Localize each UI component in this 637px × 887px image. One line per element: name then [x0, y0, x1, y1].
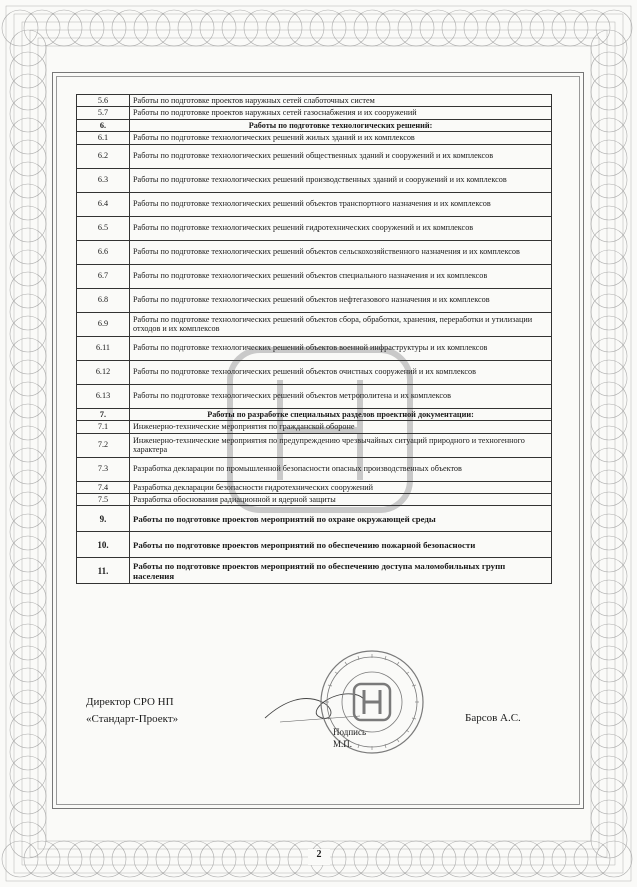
table-row	[77, 493, 552, 505]
table-row	[77, 532, 552, 558]
row-number: 6.3	[77, 168, 130, 192]
signatory-name: Барсов А.С.	[465, 712, 521, 724]
director-line-1: Директор СРО НП	[86, 696, 174, 708]
table-row	[77, 408, 552, 420]
row-text: Работы по разработке специальных разделов проектной документации:	[130, 408, 552, 420]
table-row	[77, 506, 552, 532]
row-text: Работы по подготовке технологических решений объектов нефтегазового назначения и их комплексов	[130, 288, 552, 312]
table-row	[77, 336, 552, 360]
row-number: 10.	[77, 532, 130, 558]
row-number: 6.4	[77, 192, 130, 216]
row-number: 6.12	[77, 360, 130, 384]
page-number: 2	[308, 849, 330, 865]
row-text: Работы по подготовке технологических решений объектов специального назначения и их комплексов	[130, 264, 552, 288]
row-text: Работы по подготовке проектов мероприятий по обеспечению пожарной безопасности	[130, 532, 552, 558]
row-text: Инженерно-технические мероприятия по гражданской обороне	[130, 421, 552, 433]
director-title	[86, 694, 178, 727]
table-row	[77, 192, 552, 216]
row-text: Работы по подготовке технологических решений гидротехнических сооружений и их комплексов	[130, 216, 552, 240]
row-text: Разработка обоснования радиационной и ядерной защиты	[130, 493, 552, 505]
row-number: 6.6	[77, 240, 130, 264]
row-number: 6.7	[77, 264, 130, 288]
row-text: Работы по подготовке технологических решений объектов транспортного назначения и их комплексов	[130, 192, 552, 216]
row-number: 6.8	[77, 288, 130, 312]
row-text: Работы по подготовке технологических решений объектов сельскохозяйственного назначения и их комплексов	[130, 240, 552, 264]
table-row	[77, 384, 552, 408]
table-row	[77, 95, 552, 107]
table-row	[77, 144, 552, 168]
works-table	[76, 94, 552, 584]
row-number: 6.1	[77, 132, 130, 144]
row-text: Работы по подготовке технологических решений общественных зданий и сооружений и их комплексов	[130, 144, 552, 168]
table-row	[77, 433, 552, 457]
row-number: 11.	[77, 558, 130, 584]
table-row	[77, 421, 552, 433]
table-row	[77, 558, 552, 584]
row-number: 7.5	[77, 493, 130, 505]
table-row	[77, 288, 552, 312]
row-number: 6.5	[77, 216, 130, 240]
row-number: 6.11	[77, 336, 130, 360]
table-row	[77, 168, 552, 192]
row-text: Инженерно-технические мероприятия по предупреждению чрезвычайных ситуаций природного и техногенного характера	[130, 433, 552, 457]
row-number: 5.6	[77, 95, 130, 107]
row-number: 7.4	[77, 481, 130, 493]
row-number: 6.13	[77, 384, 130, 408]
row-text: Работы по подготовке технологических решений жилых зданий и их комплексов	[130, 132, 552, 144]
row-number: 6.9	[77, 312, 130, 336]
table-row	[77, 119, 552, 131]
row-text: Разработка декларации по промышленной безопасности опасных производственных объектов	[130, 457, 552, 481]
row-number: 6.2	[77, 144, 130, 168]
table-row	[77, 457, 552, 481]
row-text: Работы по подготовке технологических решений объектов метрополитена и их комплексов	[130, 384, 552, 408]
table-row	[77, 240, 552, 264]
row-text: Разработка декларации безопасности гидротехнических сооружений	[130, 481, 552, 493]
row-number: 5.7	[77, 107, 130, 119]
row-text: Работы по подготовке технологических решений объектов сбора, обработки, хранения, переработки и утилизации отходов и их комплексов	[130, 312, 552, 336]
row-text: Работы по подготовке проектов мероприятий по обеспечению доступа маломобильных групп населения	[130, 558, 552, 584]
table-row	[77, 107, 552, 119]
row-text: Работы по подготовке технологических решений объектов очистных сооружений и их комплексов	[130, 360, 552, 384]
row-number: 7.1	[77, 421, 130, 433]
row-number: 9.	[77, 506, 130, 532]
row-number: 6.	[77, 119, 130, 131]
table-row	[77, 312, 552, 336]
seal-label: М.П.	[333, 738, 353, 749]
signature-caption	[333, 727, 366, 750]
row-text: Работы по подготовке технологических решений производственных зданий и сооружений и их комплексов	[130, 168, 552, 192]
row-text: Работы по подготовке проектов наружных сетей слаботочных систем	[130, 95, 552, 107]
table-row	[77, 360, 552, 384]
row-text: Работы по подготовке технологических решений:	[130, 119, 552, 131]
row-text: Работы по подготовке проектов наружных сетей газоснабжения и их сооружений	[130, 107, 552, 119]
row-number: 7.3	[77, 457, 130, 481]
signature-label: Подпись	[333, 727, 367, 737]
table-row	[77, 216, 552, 240]
row-number: 7.	[77, 408, 130, 420]
row-number: 7.2	[77, 433, 130, 457]
table-row	[77, 264, 552, 288]
row-text: Работы по подготовке технологических решений объектов военной инфраструктуры и их комплексов	[130, 336, 552, 360]
table-row	[77, 132, 552, 144]
director-line-2: «Стандарт-Проект»	[86, 712, 179, 725]
row-text: Работы по подготовке проектов мероприятий по охране окружающей среды	[130, 506, 552, 532]
table-row	[77, 481, 552, 493]
